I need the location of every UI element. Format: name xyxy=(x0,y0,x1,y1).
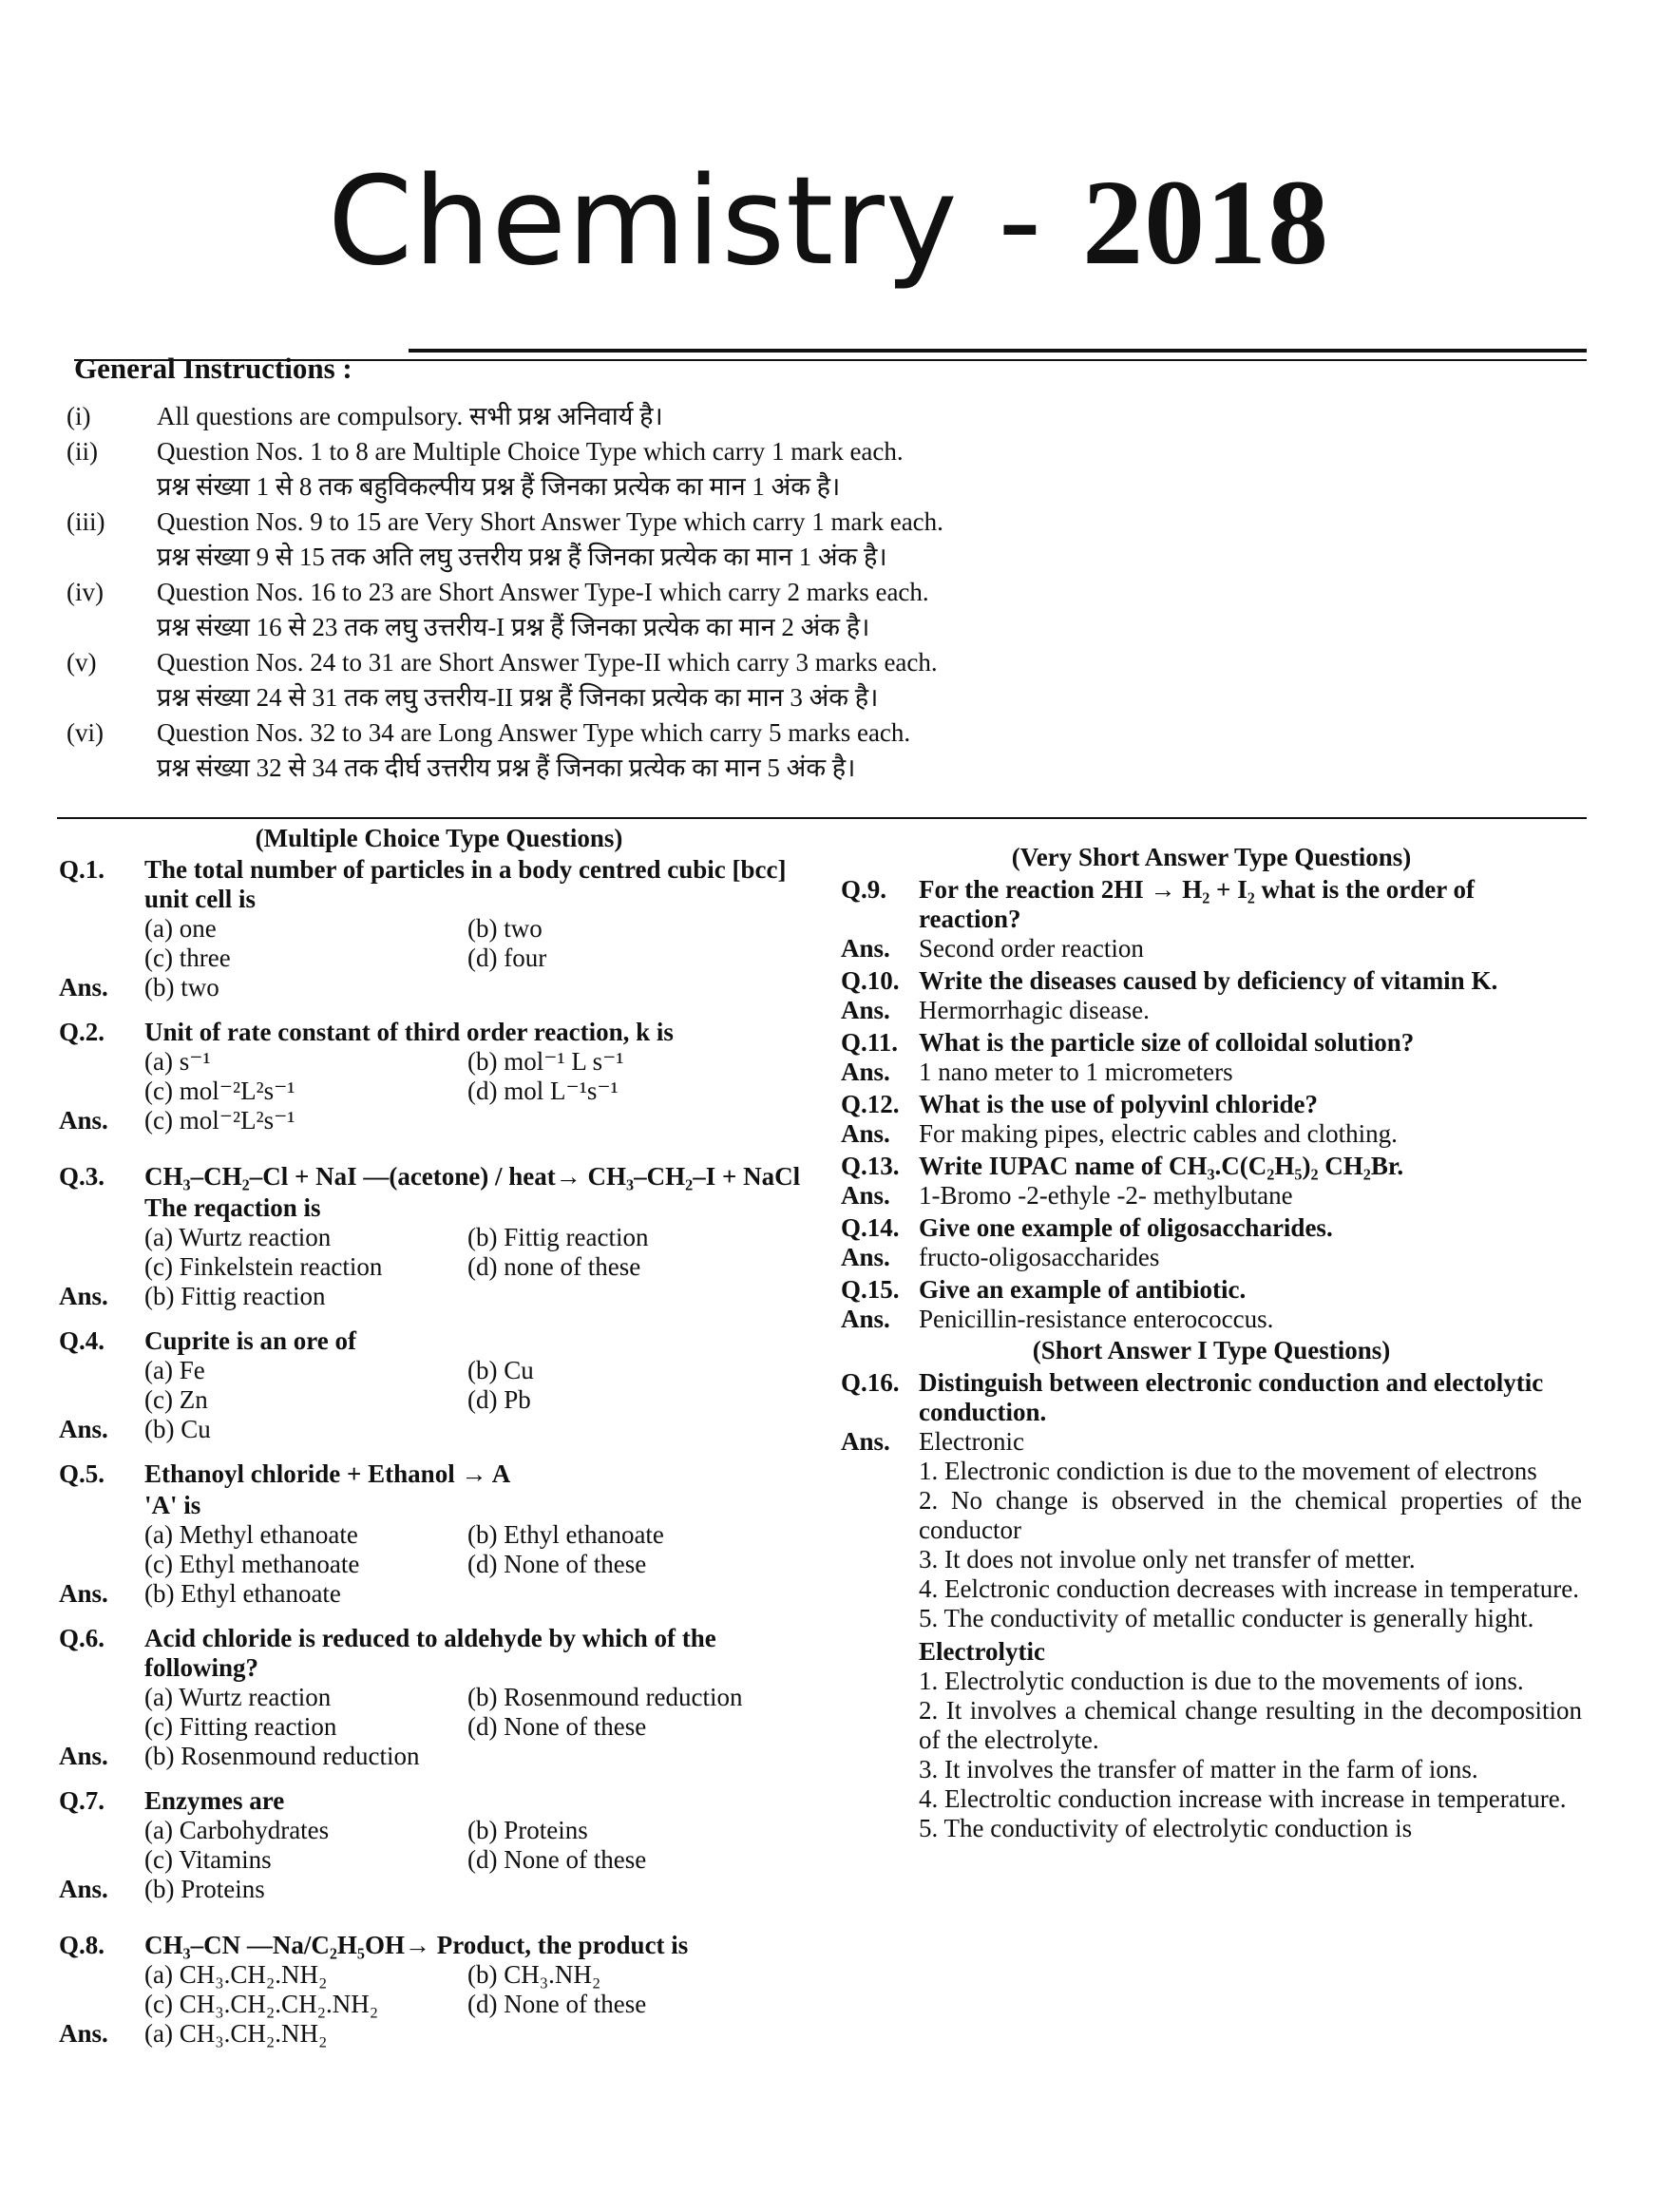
option: (a) Wurtz reaction xyxy=(144,1223,332,1251)
electrolytic-point: 3. It involves the transfer of matter in the farm of ions. xyxy=(919,1755,1478,1783)
option: (c) CH₃.CH₂.CH₂.NH₂ xyxy=(144,1990,379,2018)
instruction-line: प्रश्न संख्या 32 से 34 तक दीर्घ उत्तरीय प्रश्न हैं जिनका प्रत्येक का मान 5 अंक है। xyxy=(157,753,856,782)
answer-text: (b) two xyxy=(144,973,219,1001)
option: (b) CH₃.NH₂ xyxy=(467,1960,601,1989)
options-grid xyxy=(59,1520,819,1579)
vsa-question xyxy=(841,1213,1582,1243)
electrolytic-point: 2. It involves a chemical change resulting in the decomposition of the electrolyte. xyxy=(919,1696,1582,1754)
answer xyxy=(841,1119,1582,1149)
question-text: Unit of rate constant of third order reaction, k is xyxy=(144,1018,674,1046)
answer xyxy=(59,1106,819,1135)
title-year: 2018 xyxy=(1082,155,1330,290)
question-number: Q.16. xyxy=(841,1368,900,1397)
electronic-point: 5. The conductivity of metallic conducter is generally hight. xyxy=(919,1604,1534,1632)
options-grid xyxy=(59,1223,819,1282)
option: (c) Ethyl methanoate xyxy=(144,1550,360,1578)
answer-text: (b) Cu xyxy=(144,1415,211,1443)
instruction-line: प्रश्न संख्या 16 से 23 तक लघु उत्तरीय-I प्रश्न हैं जिनका प्रत्येक का मान 2 अंक है। xyxy=(157,613,870,641)
question-number: Q.12. xyxy=(841,1090,900,1118)
vsa-question xyxy=(841,1152,1582,1181)
electrolytic-point: 5. The conductivity of electrolytic conduction is xyxy=(919,1814,1413,1842)
instruction-number: (i) xyxy=(67,402,91,430)
option: (c) mol⁻²L²s⁻¹ xyxy=(144,1077,295,1105)
mcq-question xyxy=(59,1018,819,1047)
electrolytic-heading: Electrolytic xyxy=(919,1637,1045,1666)
question-text: Ethanoyl chloride + Ethanol → A xyxy=(144,1459,511,1488)
answer-text: fructo-oligosaccharides xyxy=(919,1243,1160,1271)
answer-text: 1-Bromo -2-ethyle -2- methylbutane xyxy=(919,1181,1293,1210)
vsa-question xyxy=(841,1028,1582,1058)
left-column xyxy=(59,822,819,2062)
question-number: Q.13. xyxy=(841,1152,900,1180)
electronic-point: 2. No change is observed in the chemical properties of the conductor xyxy=(919,1486,1582,1544)
answer xyxy=(59,1875,819,1904)
question-number: Q.8. xyxy=(59,1931,105,1959)
instructions-bottom-rule xyxy=(57,817,1587,819)
instruction-number: (ii) xyxy=(67,437,98,466)
question-number: Q.5. xyxy=(59,1459,105,1488)
option: (b) two xyxy=(467,914,543,943)
option: (a) CH₃.CH₂.NH₂ xyxy=(144,1960,328,1989)
question-number: Q.2. xyxy=(59,1018,105,1046)
question-number: Q.11. xyxy=(841,1028,899,1057)
question-text: Cuprite is an ore of xyxy=(144,1326,356,1355)
option: (d) None of these xyxy=(467,1845,647,1874)
answer-label: Ans. xyxy=(59,1875,108,1903)
answer-text: (c) mol⁻²L²s⁻¹ xyxy=(144,1106,295,1135)
options-grid xyxy=(59,1960,819,2019)
answer-text: (b) Rosenmound reduction xyxy=(144,1742,420,1770)
instruction-line: Question Nos. 32 to 34 are Long Answer Type which carry 5 marks each. xyxy=(157,718,911,747)
answer xyxy=(59,2019,819,2049)
question-text: Give an example of antibiotic. xyxy=(919,1275,1247,1304)
option: (c) Vitamins xyxy=(144,1845,272,1874)
question-text: Give one example of oligosaccharides. xyxy=(919,1213,1333,1242)
options-grid xyxy=(59,1683,819,1742)
question-gap xyxy=(59,1311,819,1325)
instruction-line: All questions are compulsory. सभी प्रश्न अनिवार्य है। xyxy=(157,402,663,430)
question-text: Acid chloride is reduced to aldehyde by which of the following? xyxy=(144,1624,716,1682)
right-column xyxy=(841,841,1582,1843)
answer xyxy=(841,996,1582,1025)
answer-label: Ans. xyxy=(841,1119,890,1148)
option: (c) Zn xyxy=(144,1385,208,1414)
title-dash: - xyxy=(998,151,1043,293)
question-number: Q.1. xyxy=(59,855,105,884)
option: (a) s⁻¹ xyxy=(144,1047,211,1076)
instruction-line: Question Nos. 9 to 15 are Very Short Answer Type which carry 1 mark each. xyxy=(157,507,943,536)
electronic-point: 3. It does not involue only net transfer of metter. xyxy=(919,1545,1416,1573)
sa1-heading: (Short Answer I Type Questions) xyxy=(1032,1336,1391,1364)
answer-label: Ans. xyxy=(841,934,890,963)
answer-16 xyxy=(841,1427,1582,1457)
option: (c) Fitting reaction xyxy=(144,1712,337,1741)
answer-text: For making pipes, electric cables and clothing. xyxy=(919,1119,1398,1148)
mcq-heading: (Multiple Choice Type Questions) xyxy=(255,824,623,852)
question-number: Q.7. xyxy=(59,1786,105,1815)
question-16 xyxy=(841,1368,1582,1427)
vsa-question xyxy=(841,1090,1582,1119)
mcq-question xyxy=(59,1931,819,1960)
instruction-number: (vi) xyxy=(67,718,104,747)
question-gap xyxy=(59,1444,819,1458)
answer-text: 1 nano meter to 1 micrometers xyxy=(919,1058,1233,1086)
answer-label: Ans. xyxy=(841,1427,890,1456)
answer-text: Hermorrhagic disease. xyxy=(919,996,1150,1024)
instruction-line: प्रश्न संख्या 1 से 8 तक बहुविकल्पीय प्रश्न हैं जिनका प्रत्येक का मान 1 अंक है। xyxy=(157,472,841,501)
option: (a) Fe xyxy=(144,1356,205,1384)
option: (d) none of these xyxy=(467,1252,641,1281)
answer-label: Ans. xyxy=(59,1415,108,1443)
instructions-list xyxy=(67,399,1625,786)
question-number: Q.3. xyxy=(59,1162,105,1191)
instruction-item xyxy=(67,434,1625,505)
option: (d) four xyxy=(467,944,547,972)
question-text: Distinguish between electronic conduction and electolytic conduction. xyxy=(919,1368,1544,1426)
answer xyxy=(59,973,819,1002)
option: (d) Pb xyxy=(467,1385,531,1414)
question-text: The total number of particles in a body centred cubic [bcc] unit cell is xyxy=(144,855,787,913)
mcq-question xyxy=(59,1786,819,1816)
instruction-item xyxy=(67,645,1625,715)
answer-label: Ans. xyxy=(841,1181,890,1210)
electrolytic-point: 1. Electrolytic conduction is due to the movements of ions. xyxy=(919,1667,1524,1695)
question-text: For the reaction 2HI → H₂ + I₂ what is the order of reaction? xyxy=(919,875,1476,933)
answer xyxy=(841,1243,1582,1272)
options-grid xyxy=(59,1816,819,1875)
question-subtext xyxy=(59,1193,819,1223)
mcq-question xyxy=(59,1459,819,1489)
electrolytic-points xyxy=(841,1667,1582,1843)
answer xyxy=(841,1058,1582,1087)
option: (a) Carbohydrates xyxy=(144,1816,330,1844)
answer xyxy=(841,1305,1582,1334)
instruction-text xyxy=(157,715,1625,786)
vsa-question xyxy=(841,875,1582,934)
answer-label: Ans. xyxy=(59,2019,108,2048)
instruction-line: Question Nos. 1 to 8 are Multiple Choice Type which carry 1 mark each. xyxy=(157,437,904,466)
answer-text: (b) Fittig reaction xyxy=(144,1282,326,1310)
answer xyxy=(841,1181,1582,1211)
answer-text: (b) Proteins xyxy=(144,1875,265,1903)
mcq-question xyxy=(59,1326,819,1356)
question-number: Q.9. xyxy=(841,875,887,904)
electrolytic-point: 4. Electroltic conduction increase with increase in temperature. xyxy=(919,1784,1567,1813)
electronic-points xyxy=(841,1457,1582,1633)
instruction-item xyxy=(67,399,1625,434)
mcq-question xyxy=(59,1162,819,1192)
option: (b) Proteins xyxy=(467,1816,588,1844)
instruction-text xyxy=(157,575,1625,645)
answer xyxy=(841,934,1582,963)
instruction-text xyxy=(157,399,1625,434)
question-number: Q.4. xyxy=(59,1326,105,1355)
instruction-line: Question Nos. 24 to 31 are Short Answer Type-II which carry 3 marks each. xyxy=(157,648,938,677)
instruction-item xyxy=(67,715,1625,786)
answer-text: (b) Ethyl ethanoate xyxy=(144,1579,341,1608)
question-gap xyxy=(59,2049,819,2062)
options-grid xyxy=(59,914,819,973)
option: (d) None of these xyxy=(467,1990,647,2018)
instruction-number: (v) xyxy=(67,648,97,677)
question-subtext xyxy=(59,1491,819,1520)
electronic-heading: Electronic xyxy=(919,1427,1024,1456)
question-number: Q.6. xyxy=(59,1624,105,1652)
option: (b) Fittig reaction xyxy=(467,1223,649,1251)
option: (c) three xyxy=(144,944,231,972)
option: (b) Ethyl ethanoate xyxy=(467,1520,664,1549)
instruction-number: (iv) xyxy=(67,578,104,606)
page-title xyxy=(0,151,1657,293)
question-text: Enzymes are xyxy=(144,1786,285,1815)
question-text: What is the particle size of colloidal solution? xyxy=(919,1028,1415,1057)
question-text: What is the use of polyvinl chloride? xyxy=(919,1090,1319,1118)
vsa-question xyxy=(841,1275,1582,1305)
instruction-text xyxy=(157,505,1625,575)
options-grid xyxy=(59,1047,819,1106)
electronic-point: 1. Electronic condiction is due to the movement of electrons xyxy=(919,1457,1537,1485)
answer xyxy=(59,1282,819,1311)
title-word: Chemistry xyxy=(327,151,959,293)
answer-label: Ans. xyxy=(841,1058,890,1086)
option: (a) Methyl ethanoate xyxy=(144,1520,358,1549)
answer-label: Ans. xyxy=(59,973,108,1001)
option: (b) mol⁻¹ L s⁻¹ xyxy=(467,1047,624,1076)
question-gap xyxy=(59,1002,819,1016)
question-subtext-text: The reqaction is xyxy=(144,1193,321,1222)
question-text: Write the diseases caused by deficiency of vitamin K. xyxy=(919,966,1498,995)
option: (b) Rosenmound reduction xyxy=(467,1683,743,1711)
answer-label: Ans. xyxy=(841,1243,890,1271)
option: (d) None of these xyxy=(467,1550,647,1578)
electronic-point: 4. Eelctronic conduction decreases with increase in temperature. xyxy=(919,1574,1579,1603)
option: (d) None of these xyxy=(467,1712,647,1741)
answer-label: Ans. xyxy=(59,1106,108,1135)
mcq-question xyxy=(59,855,819,914)
answer-label: Ans. xyxy=(59,1742,108,1770)
option: (d) mol L⁻¹s⁻¹ xyxy=(467,1077,619,1105)
answer xyxy=(59,1415,819,1444)
instruction-item xyxy=(67,505,1625,575)
answer-label: Ans. xyxy=(841,996,890,1024)
instruction-text xyxy=(157,434,1625,505)
question-number: Q.10. xyxy=(841,966,900,995)
answer-text: (a) CH₃.CH₂.NH₂ xyxy=(144,2019,328,2048)
vsa-question xyxy=(841,966,1582,996)
general-instructions-heading: General Instructions : xyxy=(74,352,352,385)
instruction-item xyxy=(67,575,1625,645)
vsa-list xyxy=(841,875,1582,1334)
vsa-heading: (Very Short Answer Type Questions) xyxy=(1011,843,1412,871)
question-text: Write IUPAC name of CH₃.C(C₂H₅)₂ CH₂Br. xyxy=(919,1152,1404,1180)
question-text: CH₃–CH₂–Cl + NaI —(acetone) / heat→ CH₃–CH₂–I + NaCl xyxy=(144,1162,801,1191)
instruction-line: Question Nos. 16 to 23 are Short Answer Type-I which carry 2 marks each. xyxy=(157,578,929,606)
option: (c) Finkelstein reaction xyxy=(144,1252,383,1281)
answer xyxy=(59,1579,819,1609)
instruction-line: प्रश्न संख्या 24 से 31 तक लघु उत्तरीय-II प्रश्न हैं जिनका प्रत्येक का मान 3 अंक है। xyxy=(157,683,879,712)
answer-text: Second order reaction xyxy=(919,934,1144,963)
answer xyxy=(59,1742,819,1771)
instruction-text xyxy=(157,645,1625,715)
question-text: CH₃–CN —Na/C₂H₅OH→ Product, the product is xyxy=(144,1931,689,1959)
option: (a) one xyxy=(144,914,217,943)
answer-label: Ans. xyxy=(841,1305,890,1333)
title-rule-thick xyxy=(409,349,1587,353)
mcq-question xyxy=(59,1624,819,1683)
answer-text: Penicillin-resistance enterococcus. xyxy=(919,1305,1274,1333)
question-gap xyxy=(59,1609,819,1622)
question-gap xyxy=(59,1771,819,1784)
options-grid xyxy=(59,1356,819,1415)
answer-label: Ans. xyxy=(59,1579,108,1608)
answer-label: Ans. xyxy=(59,1282,108,1310)
question-gap xyxy=(59,1135,819,1160)
mcq-list xyxy=(59,855,819,2062)
question-subtext-text: 'A' is xyxy=(144,1491,201,1519)
question-number: Q.15. xyxy=(841,1275,900,1304)
option: (a) Wurtz reaction xyxy=(144,1683,332,1711)
question-gap xyxy=(59,1904,819,1929)
question-number: Q.14. xyxy=(841,1213,900,1242)
instruction-number: (iii) xyxy=(67,507,105,536)
instruction-line: प्रश्न संख्या 9 से 15 तक अति लघु उत्तरीय प्रश्न हैं जिनका प्रत्येक का मान 1 अंक है। xyxy=(157,543,887,571)
option: (b) Cu xyxy=(467,1356,534,1384)
